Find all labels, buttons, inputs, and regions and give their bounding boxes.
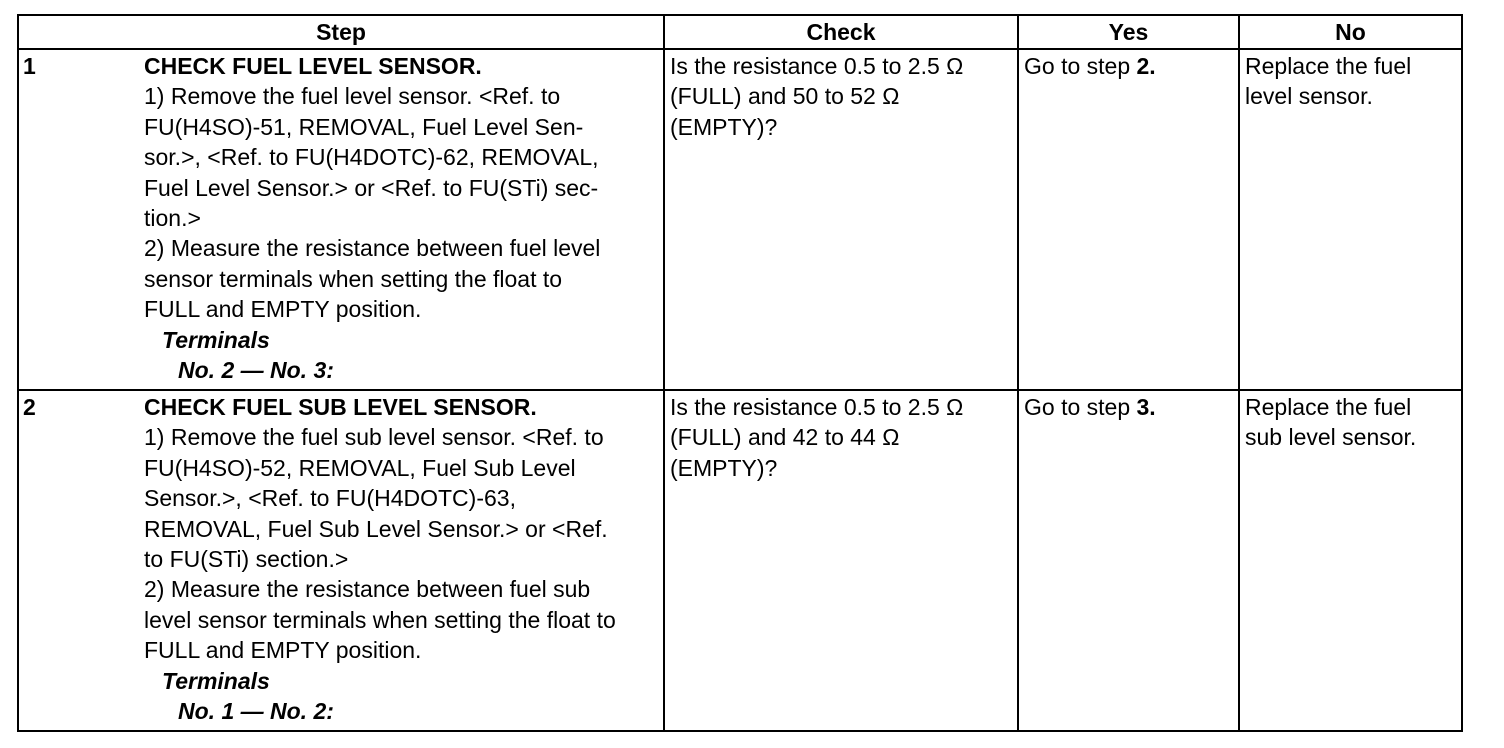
step-heading: CHECK FUEL SUB LEVEL SENSOR. [144,394,537,420]
header-step: Step [18,15,664,49]
terminals-value: No. 2 — No. 3: [178,357,334,384]
header-row [18,15,1462,49]
terminals-label: Terminals [162,667,270,694]
step-heading: CHECK FUEL LEVEL SENSOR. [144,53,482,79]
step-line: tion.> [144,205,201,232]
step-line: 1) Remove the fuel sub level sensor. <Ref. to [144,424,604,451]
step-instructions [144,390,664,731]
step-line: FULL and EMPTY position. [144,637,422,664]
step-line: sor.>, <Ref. to FU(H4DOTC)-62, REMOVAL, [144,144,599,171]
step-line: FU(H4SO)-52, REMOVAL, Fuel Sub Level [144,454,576,481]
step-line: Fuel Level Sensor.> or <Ref. to FU(STi) sec- [144,174,599,201]
header-check: Check [664,15,1018,49]
table-row [18,49,1462,390]
yes-cell [1018,49,1239,390]
step-line: level sensor terminals when setting the float to [144,606,616,633]
terminals-label: Terminals [162,326,270,353]
no-line: Replace the fuel [1245,53,1412,79]
yes-step-link: 2. [1136,53,1156,79]
step-number: 1 [18,49,144,390]
step-line: Sensor.>, <Ref. to FU(H4DOTC)-63, [144,485,516,512]
step-line: 2) Measure the resistance between fuel level [144,235,601,262]
check-line: (EMPTY)? [670,113,778,140]
step-number: 2 [18,390,144,731]
step-line: FU(H4SO)-51, REMOVAL, Fuel Level Sen- [144,113,584,140]
check-line: (EMPTY)? [670,454,778,481]
no-line: level sensor. [1245,83,1373,110]
diagnostic-table [17,14,1463,732]
yes-prefix: Go to step [1024,53,1137,79]
yes-prefix: Go to step [1024,394,1137,420]
step-line: sensor terminals when setting the float to [144,265,563,292]
step-instructions [144,49,664,390]
step-line: 1) Remove the fuel level sensor. <Ref. to [144,83,561,110]
check-cell [664,49,1018,390]
no-line: Replace the fuel [1245,394,1412,420]
check-line: (FULL) and 50 to 52 Ω [670,83,900,110]
header-no: No [1239,15,1462,49]
header-yes: Yes [1018,15,1239,49]
step-line: FULL and EMPTY position. [144,296,422,323]
yes-step-link: 3. [1136,394,1156,420]
check-line: Is the resistance 0.5 to 2.5 Ω [670,53,964,79]
table-row [18,390,1462,731]
check-line: (FULL) and 42 to 44 Ω [670,424,900,451]
step-line: 2) Measure the resistance between fuel sub [144,576,591,603]
no-line: sub level sensor. [1245,424,1417,451]
step-line: REMOVAL, Fuel Sub Level Sensor.> or <Ref. [144,515,608,542]
check-line: Is the resistance 0.5 to 2.5 Ω [670,394,964,420]
yes-cell [1018,390,1239,731]
step-line: to FU(STi) section.> [144,546,349,573]
terminals-value: No. 1 — No. 2: [178,698,334,725]
no-cell [1239,390,1462,731]
no-cell [1239,49,1462,390]
check-cell [664,390,1018,731]
